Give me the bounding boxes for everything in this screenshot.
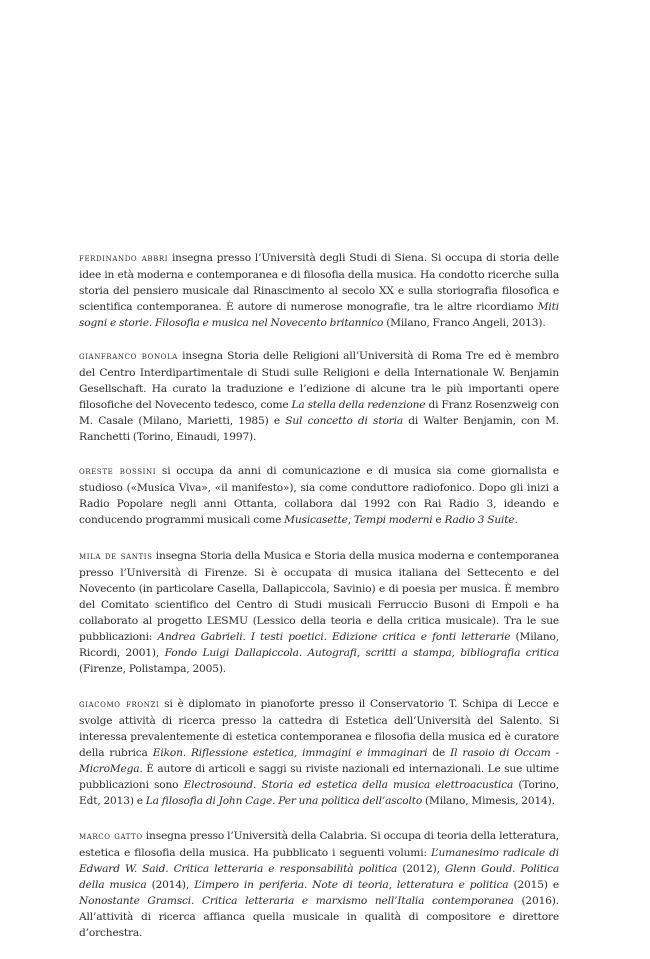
work-title: Il rasoio di Occam - MicroMega (79, 747, 559, 775)
bio-paragraph (79, 348, 559, 445)
bio-text: insegna Storia della Musica e Storia della musica moderna e contemporanea presso l’Università di Firenze. Si è occupata di musica italiana del Settecento e del Novecento (in particolare Casella, Dallapiccola, Savinio) e di poesia per musica. È membro del Comitato scientifico del Centro di Studi musicali Ferruccio Busoni di Empoli e ha collaborato al progetto LESMU (Lessico della teoria e della critica musicale). Tra le sue pubblicazioni: (79, 550, 559, 643)
author-name: mila de santis (79, 551, 153, 562)
bio-text: insegna presso l’Università degli Studi di Siena. Si occupa di storia delle idee in età moderna e contemporanea e di filosofia della musica. Ha condotto ricerche sulla storia del pensiero musicale dal Rinascimento al secolo XX e sulla storiografia filosofica e scientifica contemporanea. È autore di numerose monografie, tra le altre ricordiamo (79, 252, 559, 313)
bio-text: (Torino, Edt, 2013) e (79, 779, 559, 807)
bio-text: (2016). All’attività di ricerca affianca quella musicale in qualità di compositore e direttore d’orchestra. (79, 895, 559, 939)
bio-text: de (427, 747, 451, 759)
work-title: La stella della redenzione (291, 399, 426, 411)
bio-text: (Milano, Ricordi, 2001), (79, 631, 560, 659)
work-title: Andrea Gabrieli. I testi poetici. Edizione critica e fonti letterarie (157, 631, 511, 643)
bio-text: di Walter Benjamin, con M. Ranchetti (Torino, Einaudi, 1997). (79, 415, 560, 443)
bio-text: (Milano, Franco Angeli, 2013). (383, 317, 546, 329)
bio-text: . (514, 514, 518, 526)
work-title: Eikon. Riflessione estetica, immagini e immaginari (152, 747, 428, 759)
author-name: giacomo fronzi (79, 699, 160, 710)
author-name: marco gatto (79, 831, 143, 842)
bio-text: si è diplomato in pianoforte presso il Conservatorio T. Schipa di Lecce e svolge attività di ricerca presso la cattedra di Estetica dell’Università del Salento. Si interessa prevalentemente di estetica contemporanea e filosofia della musica ed è curatore della rubrica (79, 698, 559, 759)
bio-text: (2014), (146, 879, 195, 891)
work-title: La filosofia di John Cage. Per una politica dell’ascolto (145, 795, 423, 807)
bio-paragraph (79, 463, 559, 528)
author-name: ferdinando abbri (79, 253, 169, 264)
bio-paragraph (79, 250, 559, 331)
author-name: gianfranco bonola (79, 351, 178, 362)
contributors-page (79, 250, 559, 959)
bio-text: insegna Storia delle Religioni all’Università di Roma Tre ed è membro del Centro Interdipartimentale di Studi sulle Religioni e della Internationale W. Benjamin Gesellschaft. Ha curato la traduzione e l’edizione di alcune tra le più importanti opere filosofiche del Novecento tedesco, come (79, 350, 559, 411)
bio-text: (Firenze, Polistampa, 2005). (79, 663, 227, 675)
bio-paragraph (79, 548, 559, 677)
bio-text: (Milano, Mimesis, 2014). (422, 795, 555, 807)
work-title: Miti sogni e storie. Filosofia e musica nel Novecento britannico (79, 301, 559, 329)
bio-text: si occupa da anni di comunicazione e di musica sia come giornalista e studioso («Musica Viva», «il manifesto»), sia come conduttore radiofonico. Dopo gli inizi a Radio Popolare negli anni Ottanta, collabora dal 1992 con Rai Radio 3, ideando e conducendo programmi musicali come (79, 465, 560, 526)
bio-paragraph (79, 828, 559, 941)
bio-text: e (432, 514, 445, 526)
bio-text: (2012), (397, 863, 445, 875)
work-title: Radio 3 Suite (444, 514, 515, 526)
work-title: Fondo Luigi Dallapiccola. Autografi, scritti a stampa, bibliografia critica (164, 647, 559, 659)
bio-text: . È autore di articoli e saggi su riviste nazionali ed internazionali. Le sue ultime pubblicazioni sono (79, 763, 559, 791)
bio-text: insegna presso l’Università della Calabria. Si occupa di teoria della letteratura, estetica e filosofia della musica. Ha pubblicato i seguenti volumi: (79, 830, 559, 859)
bio-paragraph (79, 696, 559, 809)
work-title: Electrosound. Storia ed estetica della musica elettroacustica (183, 779, 514, 791)
work-title: Nonostante Gramsci. Critica letteraria e marxismo nell’Italia contemporanea (79, 895, 514, 907)
work-title: Musicasette (284, 514, 348, 526)
bio-text: , (347, 514, 354, 526)
bio-text: (2015) e (508, 879, 559, 891)
author-name: oreste bossini (79, 466, 157, 477)
bio-text: di Franz Rosenzweig con M. Casale (Milano, Marietti, 1985) e (79, 399, 559, 427)
work-title: Sul concetto di storia (285, 415, 403, 427)
work-title: Tempi moderni (353, 514, 433, 526)
work-title: L’impero in periferia. Note di teoria, letteratura e politica (194, 879, 509, 891)
work-title: Glenn Gould. Politica della musica (79, 863, 559, 891)
work-title: L’umanesimo radicale di Edward W. Said. Critica letteraria e responsabilità politica (79, 847, 559, 875)
